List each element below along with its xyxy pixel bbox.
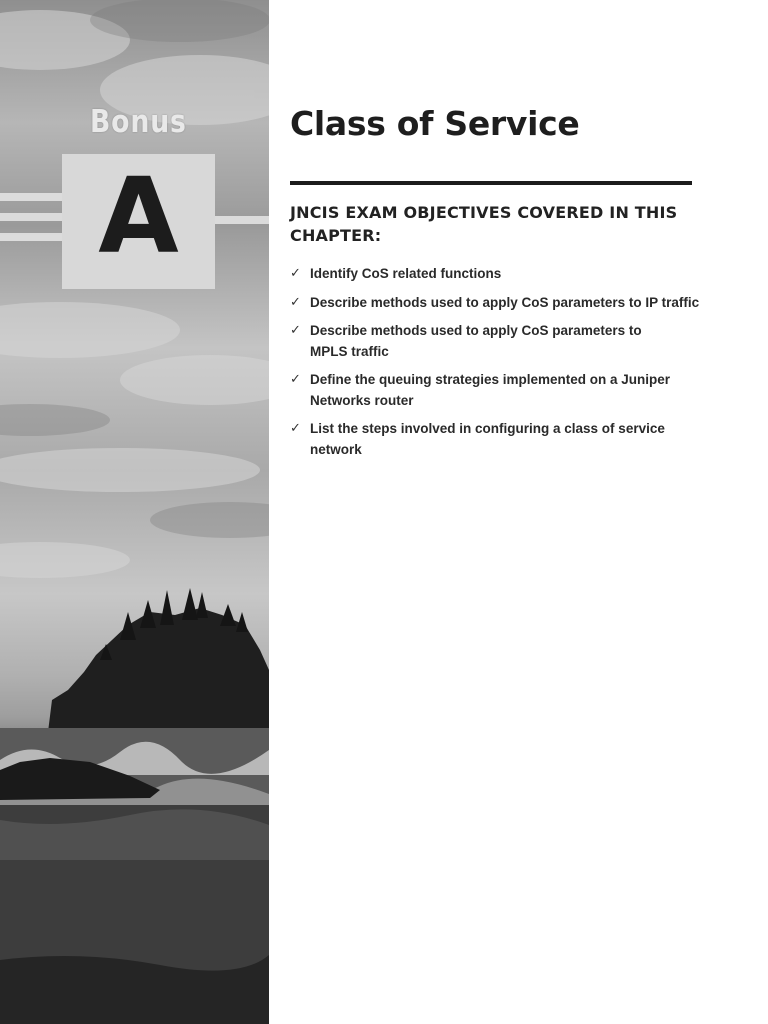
title-divider xyxy=(290,181,692,185)
objective-text: Identify CoS related functions xyxy=(310,266,502,281)
checkmark-icon: ✓ xyxy=(290,372,301,387)
cover-photo xyxy=(0,0,269,1024)
list-item xyxy=(290,370,700,411)
checkmark-icon: ✓ xyxy=(290,266,301,281)
objective-text: Define the queuing strategies implemented on a Juniper Networks router xyxy=(310,372,671,408)
chapter-letter-box xyxy=(62,154,215,289)
checkmark-icon: ✓ xyxy=(290,323,301,338)
decorative-stripe xyxy=(0,213,62,221)
objective-text: Describe methods used to apply CoS parameters to IP traffic xyxy=(310,294,700,310)
objectives-list xyxy=(290,264,700,468)
objectives-heading: JNCIS EXAM OBJECTIVES COVERED IN THIS CHAPTER: xyxy=(290,203,678,245)
bonus-label: Bonus xyxy=(90,104,187,140)
list-item xyxy=(290,321,670,362)
chapter-title: Class of Service xyxy=(290,104,580,143)
decorative-stripe xyxy=(0,233,62,241)
list-item xyxy=(290,419,690,460)
list-item xyxy=(290,293,700,314)
checkmark-icon: ✓ xyxy=(290,294,301,310)
checkmark-icon: ✓ xyxy=(290,421,301,436)
objective-text: List the steps involved in configuring a class of service network xyxy=(310,421,665,457)
list-item xyxy=(290,264,700,285)
decorative-stripe xyxy=(0,193,62,201)
decorative-stripe xyxy=(215,216,269,224)
objective-text: Describe methods used to apply CoS parameters to MPLS traffic xyxy=(310,323,642,359)
chapter-letter: A xyxy=(98,155,179,277)
